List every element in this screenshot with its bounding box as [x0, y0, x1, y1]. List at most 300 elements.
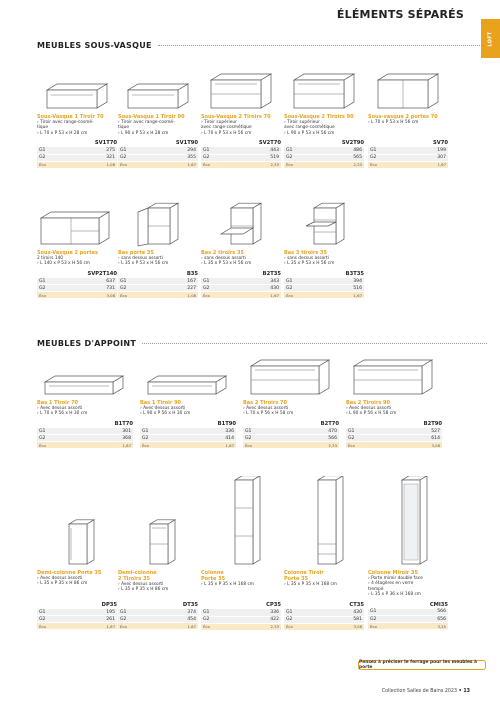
price-row-g2: [118, 616, 198, 623]
eco-label: Éco: [140, 442, 184, 449]
product-description-line: › L 70 x P 53 x H 28 cm: [37, 130, 88, 136]
price-row-g2: [368, 616, 448, 623]
price-g1: 470: [287, 428, 339, 435]
product-name: [284, 570, 364, 582]
grade-label: G1: [284, 147, 321, 154]
price-row-g1: [243, 428, 339, 435]
price-row-g2: [284, 616, 364, 623]
eco-value: 3,08: [74, 292, 117, 299]
product-description: [284, 256, 364, 267]
eco-value: 1,67: [74, 623, 117, 630]
grade-label: G2: [37, 154, 74, 161]
product-card: [284, 62, 364, 169]
low-two-drawers-icon: [346, 356, 442, 398]
product-description-line: › L 70 x P 56 x H 58 cm: [243, 411, 294, 417]
product-code: CT35: [349, 602, 364, 609]
price-g2: 227: [155, 285, 198, 292]
product-card: [118, 62, 198, 169]
price-row-g1: [284, 147, 364, 154]
product-name-line: Bas 2 tiroirs 35: [201, 250, 244, 256]
product-card: [284, 476, 364, 631]
eco-row: [284, 292, 364, 299]
product-description: [368, 120, 448, 125]
column-door-icon: [201, 476, 281, 568]
price-g1: 430: [321, 609, 364, 616]
eco-value: 3,08: [321, 623, 364, 630]
page-number: 13: [463, 689, 470, 694]
price-row-g2: [37, 616, 117, 623]
product-description-line: › Avec dessus assorti: [37, 576, 83, 581]
price-row-g1: [140, 428, 236, 435]
price-row-g1: [37, 278, 117, 285]
price-row-g2: [37, 154, 117, 161]
eco-value: 2,33: [238, 623, 281, 630]
product-name-line: Demi-colonne: [118, 570, 157, 576]
grade-label: G1: [118, 147, 155, 154]
grade-label: G1: [368, 147, 405, 154]
price-g2: 422: [238, 616, 281, 623]
product-card: [284, 198, 364, 299]
product-description: [37, 120, 117, 136]
grade-label: G1: [201, 147, 238, 154]
product-code: B35: [186, 270, 198, 277]
grade-label: G2: [346, 435, 390, 442]
product-description-line: › Tiroir avec range-cosmé-: [37, 120, 94, 125]
product-description-line: › L 90 x P 56 x H 30 cm: [140, 411, 191, 417]
dotted-rule: [142, 343, 487, 344]
product-description: [243, 406, 339, 417]
eco-row: [201, 292, 281, 299]
price-row-g1: [284, 609, 364, 616]
product-code: SVP2T140: [87, 270, 117, 277]
price-row-g2: [118, 154, 198, 161]
product-description-line: tique: [37, 125, 48, 131]
price-table: [284, 147, 364, 169]
price-g1: 199: [405, 147, 448, 154]
price-g2: 368: [81, 435, 133, 442]
eco-label: Éco: [243, 442, 287, 449]
eco-row: [201, 161, 281, 168]
product-name-line: Bas 1 Tiroir 70: [37, 400, 79, 406]
grade-label: G1: [37, 609, 74, 616]
product-description-line: › L 90 x P 56 x H 58 cm: [346, 411, 397, 417]
product-name-line: Sous-Vasque 2 Tiroirs 90: [284, 114, 354, 120]
cabinet-drawer-icon: [118, 62, 198, 112]
grade-label: G1: [118, 278, 155, 285]
eco-value: 2,33: [321, 161, 364, 168]
product-card: [368, 476, 448, 630]
grade-label: G2: [284, 285, 321, 292]
product-description-line: avec range-cosmétique: [284, 125, 335, 131]
product-code: DT35: [182, 601, 198, 608]
grade-label: G1: [37, 147, 74, 154]
eco-row: [201, 623, 281, 630]
price-g2: 454: [155, 616, 198, 623]
product-name-line: 2 Tiroirs 35: [118, 576, 151, 582]
grade-label: G2: [368, 154, 405, 161]
price-g1: 394: [321, 278, 364, 285]
eco-row: [368, 623, 448, 630]
product-card: [140, 356, 236, 449]
eco-row: [37, 292, 117, 299]
eco-row: [118, 292, 198, 299]
price-g1: 527: [390, 428, 442, 435]
product-name-line: Sous-Vasque 2 Tiroirs 70: [201, 114, 271, 120]
price-g2: 565: [321, 154, 364, 161]
price-table: [140, 428, 236, 450]
product-name-line: Bas porte 35: [118, 250, 154, 256]
product-description: [37, 256, 117, 267]
price-row-g2: [243, 435, 339, 442]
product-description: [37, 406, 133, 417]
product-description-line: › L 35 x P 36 x H 168 cm: [368, 592, 421, 598]
grade-label: G2: [140, 435, 184, 442]
product-description-line: › L 70 x P 56 x H 30 cm: [37, 411, 88, 417]
product-description-line: trempé: [368, 586, 384, 592]
eco-value: 1,67: [321, 292, 364, 299]
price-row-g2: [284, 154, 364, 161]
footer-text: Collection Salles de Bains 2023: [381, 689, 458, 694]
price-g2: 581: [321, 616, 364, 623]
price-row-g2: [118, 285, 198, 292]
section-heading-sous-vasque: [37, 41, 484, 50]
product-name: [118, 570, 198, 582]
product-description-line: › L 35 x P 35 x H 86 cm: [37, 581, 88, 587]
product-description: [201, 256, 281, 267]
price-table: [368, 147, 448, 169]
product-name-line: Porte 35: [284, 576, 309, 582]
product-card: [37, 198, 117, 299]
product-name-line: Bas 2 Tiroirs 70: [243, 400, 288, 406]
product-description-line: › L 70 x P 53 x H 56 cm: [368, 120, 419, 125]
product-description-line: avec range-cosmétique: [201, 125, 252, 131]
product-description-line: › L 90 x P 53 x H 56 cm: [284, 130, 335, 136]
eco-row: [243, 442, 339, 449]
product-description-line: › Avec dessus assorti: [37, 406, 83, 411]
product-name-line: Demi-colonne Porte 35: [37, 570, 102, 576]
eco-label: Éco: [37, 292, 74, 299]
grade-label: G1: [118, 609, 155, 616]
price-g2: 519: [238, 154, 281, 161]
product-description-line: › L 35 x P 35 x H 86 cm: [118, 587, 169, 593]
product-code: SV2T90: [341, 140, 364, 147]
product-name-line: Bas 3 tiroirs 35: [284, 250, 327, 256]
grade-label: G2: [37, 285, 74, 292]
price-table: [243, 428, 339, 450]
price-table: [37, 609, 117, 631]
price-g1: 336: [238, 609, 281, 616]
price-g2: 656: [405, 616, 448, 623]
grade-label: G2: [284, 154, 321, 161]
price-row-g2: [37, 285, 117, 292]
grade-label: G2: [284, 616, 321, 623]
product-code: CP35: [266, 602, 281, 609]
grade-label: G1: [201, 609, 238, 616]
price-table: [118, 278, 198, 300]
price-g1: 374: [155, 609, 198, 616]
cabinet-door-open-icon: [118, 198, 198, 248]
eco-label: Éco: [284, 292, 321, 299]
grade-label: G2: [243, 435, 287, 442]
eco-value: 1,67: [155, 161, 198, 168]
price-table: [368, 609, 448, 631]
price-row-g1: [37, 428, 133, 435]
product-card: [368, 62, 448, 169]
eco-row: [118, 623, 198, 630]
eco-row: [346, 442, 442, 449]
eco-label: Éco: [118, 292, 155, 299]
product-name-line: Colonne: [201, 570, 224, 576]
product-name-line: Bas 1 Tiroir 90: [140, 400, 182, 406]
price-row-g1: [201, 147, 281, 154]
eco-label: Éco: [37, 623, 74, 630]
product-code: SV1T90: [175, 140, 198, 147]
grade-label: G2: [201, 616, 238, 623]
grade-label: G1: [346, 428, 390, 435]
price-g1: 301: [81, 428, 133, 435]
price-row-g2: [346, 435, 442, 442]
price-row-g1: [201, 278, 281, 285]
product-card: [37, 476, 117, 630]
product-description-line: tique: [118, 125, 129, 131]
eco-row: [368, 161, 448, 168]
cabinet-two-drawers-icon: [284, 62, 364, 112]
section-heading-text: MEUBLES SOUS-VASQUE: [37, 41, 152, 50]
price-row-g2: [201, 154, 281, 161]
product-code: B2T70: [320, 420, 339, 427]
product-description-line: › L 35 x P 53 x H 56 cm: [201, 261, 252, 267]
section-heading-appoint: [37, 339, 487, 348]
product-description-line: › Avec dessus assorti: [346, 406, 392, 411]
eco-label: Éco: [37, 442, 81, 449]
product-card: [37, 356, 133, 449]
product-code: DP35: [101, 601, 117, 608]
price-row-g1: [284, 278, 364, 285]
product-description-line: › L 35 x P 53 x H 56 cm: [118, 261, 169, 267]
low-drawer-icon: [37, 356, 133, 398]
product-description-line: › L 70 x P 53 x H 56 cm: [201, 130, 252, 136]
eco-label: Éco: [284, 161, 321, 168]
price-row-g2: [201, 616, 281, 623]
eco-label: Éco: [346, 442, 390, 449]
price-g2: 355: [155, 154, 198, 161]
product-card: [201, 198, 281, 299]
eco-value: 1,67: [155, 623, 198, 630]
section-tab: [481, 19, 500, 58]
price-table: [284, 609, 364, 631]
price-row-g1: [118, 278, 198, 285]
product-card: [243, 356, 339, 449]
grade-label: G1: [243, 428, 287, 435]
price-row-g2: [201, 285, 281, 292]
price-table: [201, 147, 281, 169]
grade-label: G2: [118, 616, 155, 623]
product-code: SV70: [433, 140, 448, 147]
grade-label: G2: [37, 435, 81, 442]
product-description-line: › Avec dessus assorti: [140, 406, 186, 411]
price-row-g1: [346, 428, 442, 435]
product-description-line: › Avec dessus assorti: [118, 582, 164, 587]
eco-row: [37, 442, 133, 449]
price-g2: 516: [321, 285, 364, 292]
eco-row: [284, 161, 364, 168]
half-column-drawers-icon: [118, 476, 198, 568]
eco-value: 1,08: [155, 292, 198, 299]
product-name-line: Colonne Miroir 35: [368, 570, 418, 576]
eco-value: 1,67: [238, 292, 281, 299]
section-heading-text: MEUBLES D'APPOINT: [37, 339, 137, 348]
product-name-line: Colonne Tiroir: [284, 570, 324, 576]
product-description: [140, 406, 236, 417]
price-row-g1: [368, 609, 448, 616]
product-code: B1T70: [114, 420, 133, 427]
product-card: [201, 476, 281, 631]
eco-value: 1,08: [74, 161, 117, 168]
eco-row: [284, 623, 364, 630]
product-code: SV2T70: [258, 140, 281, 147]
price-g2: 307: [405, 154, 448, 161]
price-g2: 614: [390, 435, 442, 442]
eco-row: [37, 623, 117, 630]
grade-label: G1: [37, 278, 74, 285]
product-description-line: › sans dessus assorti: [201, 256, 246, 261]
price-g1: 275: [74, 147, 117, 154]
product-description: [368, 576, 448, 598]
product-description: [118, 256, 198, 267]
price-row-g2: [140, 435, 236, 442]
eco-label: Éco: [284, 623, 321, 630]
eco-label: Éco: [118, 161, 155, 168]
price-g2: 430: [238, 285, 281, 292]
eco-label: Éco: [201, 623, 238, 630]
product-description-line: › Tiroir avec range-cosmé-: [118, 120, 175, 125]
product-card: [346, 356, 442, 449]
price-g1: 486: [321, 147, 364, 154]
price-g2: 261: [74, 616, 117, 623]
price-g2: 414: [184, 435, 236, 442]
product-description-line: 2 tiroirs 140: [37, 256, 64, 261]
grade-label: G1: [284, 609, 321, 616]
price-row-g1: [118, 147, 198, 154]
grade-label: G1: [140, 428, 184, 435]
price-table: [37, 428, 133, 450]
dotted-rule: [158, 45, 484, 46]
column-mirror-icon: [368, 476, 448, 568]
product-name-line: Sous-Vasque 1 Tiroir 90: [118, 114, 185, 120]
price-row-g1: [201, 609, 281, 616]
eco-label: Éco: [201, 292, 238, 299]
product-description: [201, 120, 281, 136]
product-description: [118, 582, 198, 593]
eco-row: [140, 442, 236, 449]
price-table: [201, 278, 281, 300]
product-description: [284, 120, 364, 136]
eco-label: Éco: [201, 161, 238, 168]
grade-label: G2: [118, 154, 155, 161]
product-description-line: › Porte miroir double face: [368, 576, 423, 581]
page-title: ÉLÉMENTS SÉPARÉS: [336, 8, 464, 21]
product-description-line: › L 90 x P 53 x H 28 cm: [118, 130, 169, 136]
ferrage-notice: Pensez à préciser le ferrage pour les meubles à porte: [358, 660, 486, 670]
grade-label: G2: [368, 616, 405, 623]
eco-value: 3,08: [390, 442, 442, 449]
cabinet-two-drawers-icon: [201, 62, 281, 112]
eco-row: [118, 161, 198, 168]
product-description: [346, 406, 442, 417]
product-description-line: › Tiroir supérieur: [284, 120, 320, 125]
cabinet-drawer-icon: [37, 62, 117, 112]
eco-value: 3,25: [405, 623, 448, 630]
grade-label: G1: [368, 609, 405, 616]
price-row-g2: [37, 435, 133, 442]
eco-label: Éco: [37, 161, 74, 168]
price-table: [118, 147, 198, 169]
grade-label: G2: [201, 285, 238, 292]
grade-label: G1: [37, 428, 81, 435]
product-name-line: Sous-vasque 2 portes 70: [368, 114, 438, 120]
price-g1: 443: [238, 147, 281, 154]
product-code: B2T35: [262, 270, 281, 277]
product-code: SV1T70: [94, 140, 117, 147]
product-name-line: Sous-Vasque 2 portes: [37, 250, 98, 256]
price-g1: 336: [184, 428, 236, 435]
product-description-line: › sans dessus assorti: [118, 256, 163, 261]
product-description-line: › L 140 x P 53 x H 56 cm: [37, 261, 90, 267]
eco-value: 2,33: [238, 161, 281, 168]
product-description-line: › L 35 x P 35 x H 168 cm: [284, 582, 337, 587]
product-card: [201, 62, 281, 169]
eco-label: Éco: [118, 623, 155, 630]
product-description-line: › Avec dessus assorti: [243, 406, 289, 411]
grade-label: G2: [201, 154, 238, 161]
product-card: [37, 62, 117, 169]
product-name-line: Porte 35: [201, 576, 226, 582]
price-row-g2: [368, 154, 448, 161]
section-tab-label: LOFT: [487, 30, 494, 47]
low-drawer-icon: [140, 356, 236, 398]
product-name-line: Bas 2 Tiroirs 90: [346, 400, 391, 406]
cabinet-two-drawers-narrow-icon: [201, 198, 281, 248]
eco-value: 1,67: [184, 442, 236, 449]
eco-label: Éco: [368, 161, 405, 168]
product-description: [201, 582, 281, 587]
price-g1: 343: [238, 278, 281, 285]
product-name: [201, 570, 281, 582]
grade-label: G2: [37, 616, 74, 623]
price-row-g1: [37, 609, 117, 616]
price-row-g1: [37, 147, 117, 154]
eco-row: [37, 161, 117, 168]
eco-label: Éco: [368, 623, 405, 630]
half-column-door-icon: [37, 476, 117, 568]
grade-label: G1: [201, 278, 238, 285]
price-g1: 167: [155, 278, 198, 285]
product-description-line: › sans dessus assorti: [284, 256, 329, 261]
price-g2: 731: [74, 285, 117, 292]
eco-value: 1,67: [81, 442, 133, 449]
price-row-g1: [368, 147, 448, 154]
price-table: [37, 278, 117, 300]
price-g1: 637: [74, 278, 117, 285]
product-code: B3T35: [345, 270, 364, 277]
cabinet-wide-icon: [37, 198, 117, 248]
price-row-g1: [118, 609, 198, 616]
product-description-line: › Tiroir supérieur: [201, 120, 237, 125]
product-description-line: › 4 étagères en verre: [368, 581, 414, 587]
eco-value: 1,67: [405, 161, 448, 168]
page-footer: Collection Salles de Bains 2023 • 13: [381, 689, 470, 694]
column-drawer-door-icon: [284, 476, 364, 568]
